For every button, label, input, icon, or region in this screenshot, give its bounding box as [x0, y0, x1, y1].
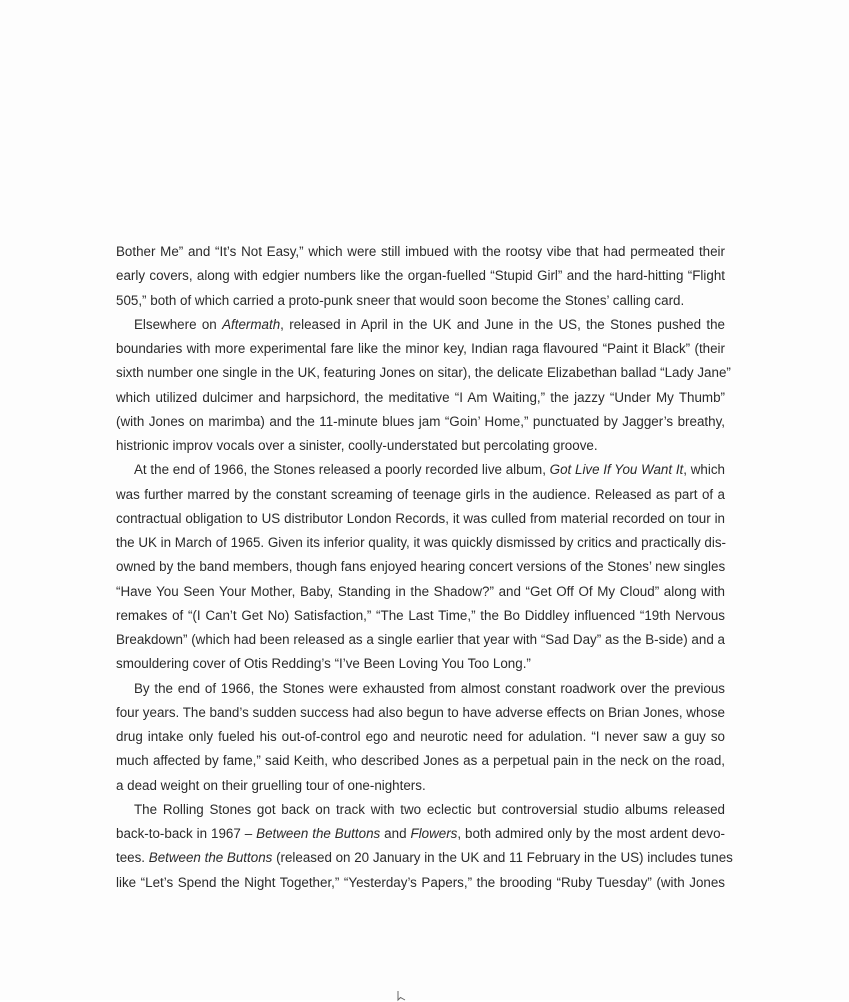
text-line — [116, 604, 725, 628]
paragraph — [116, 458, 725, 676]
italic-title: Got Live If You Want It — [549, 462, 684, 478]
text-run: At the end of 1966, the Stones released a poorly recorded live album, — [134, 462, 550, 478]
text-run: the UK in March of 1965. Given its inferior quality, it was quickly dismissed by critics and practically dis- — [116, 535, 726, 550]
text-line — [116, 652, 725, 676]
body-text — [116, 240, 733, 895]
text-line — [116, 628, 725, 652]
italic-title: Aftermath — [222, 316, 281, 332]
text-run: much affected by fame,” said Keith, who described Jones as a perpetual pain in the neck on the road, — [116, 753, 725, 769]
text-run: “Have You Seen Your Mother, Baby, Standing in the Shadow?” and “Get Off Of My Cloud” along with — [116, 583, 725, 599]
italic-title: Flowers — [410, 826, 458, 841]
text-line — [116, 677, 725, 701]
text-run: , which — [683, 462, 725, 478]
text-run: tees. — [116, 850, 149, 866]
text-line — [116, 458, 725, 482]
text-run: (released on 20 January in the UK and 11 February in the US) includes tunes — [272, 850, 733, 866]
text-run: 505,” both of which carried a proto-punk sneer that would soon become the Stones’ calling card. — [116, 292, 685, 308]
text-line — [116, 337, 725, 361]
text-run: sixth number one single in the UK, featuring Jones on sitar), the delicate Elizabethan ballad “Lady Jane” — [116, 365, 731, 381]
text-line — [116, 289, 725, 313]
text-run: , released in April in the UK and June in the US, the Stones pushed the — [280, 316, 725, 332]
text-run: (with Jones on marimba) and the 11-minute blues jam “Goin’ Home,” punctuated by Jagger’s breathy, — [116, 413, 725, 429]
text-run: four years. The band’s sudden success had also begun to have adverse effects on Brian Jones, whose — [116, 704, 725, 720]
text-line — [116, 555, 725, 579]
text-run: smouldering cover of Otis Redding’s “I’ve Been Loving You Too Long.” — [116, 656, 531, 672]
text-line — [116, 264, 725, 288]
italic-title: Between the Buttons — [148, 850, 273, 866]
text-line — [116, 749, 725, 773]
text-run: Breakdown” (which had been released as a single earlier that year with “Sad Day” as the B-side) and a — [116, 632, 725, 647]
mouse-cursor-icon — [397, 990, 407, 1002]
text-line — [116, 871, 725, 895]
paragraph — [116, 677, 725, 798]
text-run: was further marred by the constant screaming of teenage girls in the audience. Released as part of a — [116, 486, 725, 502]
text-line — [116, 361, 731, 385]
text-run: like “Let’s Spend the Night Together,” “Yesterday’s Papers,” the brooding “Ruby Tuesday” (with Jones — [116, 874, 725, 890]
text-run: remakes of “(I Can’t Get No) Satisfaction,” “The Last Time,” the Bo Diddley influenced “19th Nervous — [116, 607, 725, 623]
text-run: owned by the band members, though fans enjoyed hearing concert versions of the Stones’ new singles — [116, 559, 726, 575]
text-run: early covers, along with edgier numbers like the organ-fuelled “Stupid Girl” and the hard-hitting “Flight — [116, 268, 725, 284]
text-run: contractual obligation to US distributor London Records, it was culled from material recorded on tour in — [116, 510, 725, 526]
text-line — [116, 410, 725, 434]
text-run: Bother Me” and “It’s Not Easy,” which were still imbued with the rootsy vibe that had permeated their — [116, 244, 725, 259]
paragraph — [116, 313, 731, 459]
text-line — [116, 798, 725, 822]
text-run: back-to-back in 1967 – — [116, 826, 257, 841]
text-line — [116, 846, 733, 870]
text-line — [116, 580, 725, 604]
text-line — [116, 701, 725, 725]
paragraph — [116, 240, 725, 313]
text-run: a dead weight on their gruelling tour of one-nighters. — [116, 777, 426, 793]
text-line — [116, 822, 725, 846]
text-line — [116, 774, 725, 798]
text-line — [116, 483, 725, 507]
text-run: which utilized dulcimer and harpsichord, the meditative “I Am Waiting,” the jazzy “Under My Thumb” — [116, 389, 725, 405]
text-run: The Rolling Stones got back on track with two eclectic but controversial studio albums released — [134, 801, 725, 817]
text-run: and — [380, 826, 411, 841]
text-run: By the end of 1966, the Stones were exhausted from almost constant roadwork over the previous — [134, 680, 725, 696]
text-line — [116, 531, 725, 555]
text-line — [116, 386, 725, 410]
text-run: histrionic improv vocals over a sinister, coolly-understated but percolating groove. — [116, 438, 598, 453]
paragraph — [116, 798, 733, 895]
text-run: drug intake only fueled his out-of-control ego and neurotic need for adulation. “I never saw a guy so — [116, 729, 725, 744]
text-run: , both admired only by the most ardent devo- — [457, 826, 725, 841]
text-line — [116, 313, 725, 337]
text-line — [116, 240, 725, 264]
italic-title: Between the Buttons — [256, 826, 381, 841]
text-run: boundaries with more experimental fare like the minor key, Indian raga flavoured “Paint it Black” (their — [116, 341, 725, 356]
text-line — [116, 434, 725, 458]
text-run: Elsewhere on — [134, 316, 223, 332]
text-line — [116, 507, 725, 531]
text-line — [116, 725, 725, 749]
